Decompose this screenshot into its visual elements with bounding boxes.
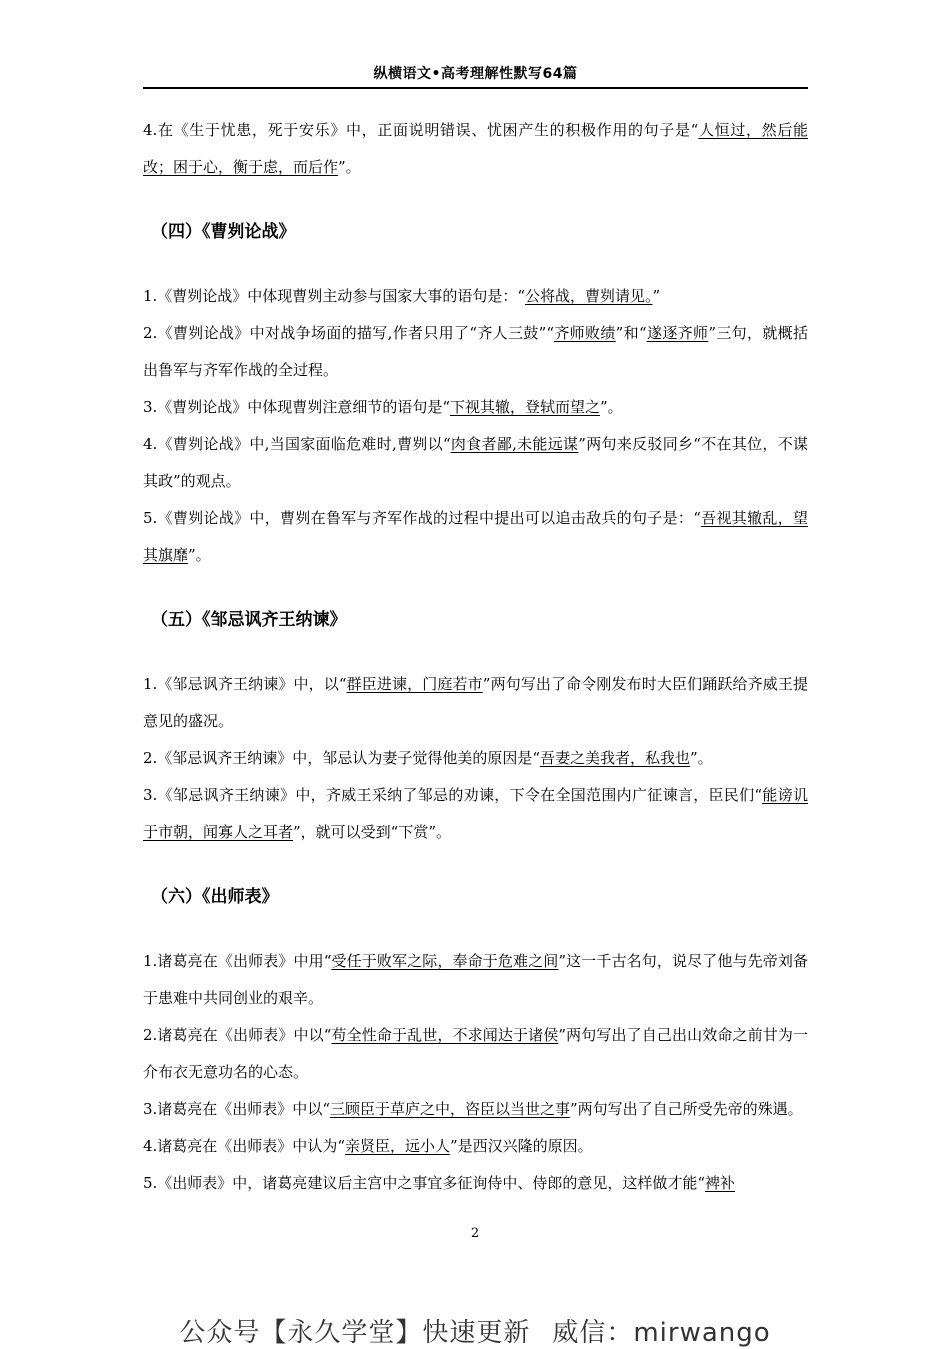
answer-text: 吾视其辙乱，望其旗靡 [143,509,808,564]
answer-text: 肉食者鄙,未能远谋 [450,435,579,453]
list-item: 3.诸葛亮在《出师表》中以“三顾臣于草庐之中，咨臣以当世之事”两句写出了自己所受先帝的殊遇。 [143,1100,803,1118]
list-item: 1.诸葛亮在《出师表》中用“受任于败军之际，奉命于危难之间”这一千古名句，说尽了他与先帝刘备于患难中共同创业的艰辛。 [143,952,808,1007]
list-item: 4.《曹刿论战》中,当国家面临危难时,曹刿以“肉食者鄙,未能远谋”两句来反驳同乡“不在其位，不谋其政”的观点。 [143,435,808,490]
page-header-title: 纵横语文•高考理解性默写64篇 [373,66,578,82]
answer-text: 遂逐齐师 [646,324,709,342]
list-item: 2.诸葛亮在《出师表》中以“苟全性命于乱世，不求闻达于诸侯”两句写出了自己出山效命之前甘为一介布衣无意功名的心态。 [143,1026,808,1081]
answer-text: 能谤讥于市朝，闻寡人之耳者 [143,786,808,841]
answer-text: 人恒过，然后能改；困于心，衡于虑，而后作 [143,121,808,176]
answer-text: 受任于败军之际，奉命于危难之间 [331,952,559,970]
list-item: 5.《出师表》中，诸葛亮建议后主宫中之事宜多征询侍中、侍郎的意见，这样做才能“裨补 [143,1174,735,1192]
list-item: 1.《邹忌讽齐王纳谏》中，以“群臣进谏，门庭若市”两句写出了命令刚发布时大臣们踊跃给齐威王提意见的盛况。 [143,675,808,730]
section-title-cao-gui: （四）《曹刿论战》 [151,222,296,242]
header-divider [143,87,808,89]
footer-watermark [0,1312,950,1349]
list-item: 3.《曹刿论战》中体现曹刿注意细节的语句是“下视其辙，登轼而望之”。 [143,398,623,416]
watermark-right: 威信：mirwango [552,1318,771,1348]
section-title-zou-ji: （五）《邹忌讽齐王纳谏》 [151,610,347,630]
watermark-left: 公众号【永久学堂】快速更新 [179,1318,531,1348]
section-title-chu-shi-biao: （六）《出师表》 [151,887,279,907]
list-item: 4.诸葛亮在《出师表》中认为“亲贤臣，远小人”是西汉兴隆的原因。 [143,1137,593,1155]
answer-text: 下视其辙，登轼而望之 [449,398,600,416]
answer-text: 亲贤臣，远小人 [344,1137,450,1155]
answer-text: 苟全性命于乱世，不求闻达于诸侯 [331,1026,559,1044]
answer-text: 吾妻之美我者，私我也 [539,749,690,767]
answer-text: 三顾臣于草庐之中，咨臣以当世之事 [329,1100,570,1118]
list-item: 2.《曹刿论战》中对战争场面的描写,作者只用了“齐人三鼓”“齐师败绩”和“遂逐齐师”三句，就概括出鲁军与齐军作战的全过程。 [143,324,808,379]
answer-text: 裨补 [704,1174,735,1192]
page-number: 2 [470,1226,480,1241]
list-item: 5.《曹刿论战》中，曹刿在鲁军与齐军作战的过程中提出可以追击敌兵的句子是：“吾视其辙乱，望其旗靡”。 [143,509,808,564]
list-item: 1.《曹刿论战》中体现曹刿主动参与国家大事的语句是：“公将战，曹刿请见。” [143,287,661,305]
list-item: 4.在《生于忧患，死于安乐》中，正面说明错误、忧困产生的积极作用的句子是“人恒过，然后能改；困于心，衡于虑，而后作”。 [143,121,808,176]
list-item: 2.《邹忌讽齐王纳谏》中，邹忌认为妻子觉得他美的原因是“吾妻之美我者，私我也”。 [143,749,713,767]
answer-text: 齐师败绩 [554,324,616,342]
document-body [143,112,808,1202]
answer-text: 公将战，曹刿请见。 [524,287,653,305]
answer-text: 群臣进谏，门庭若市 [346,675,483,693]
list-item: 3.《邹忌讽齐王纳谏》中，齐威王采纳了邹忌的劝谏，下令在全国范围内广征谏言，臣民们“能谤讥于市朝，闻寡人之耳者”，就可以受到“下赏”。 [143,786,808,841]
